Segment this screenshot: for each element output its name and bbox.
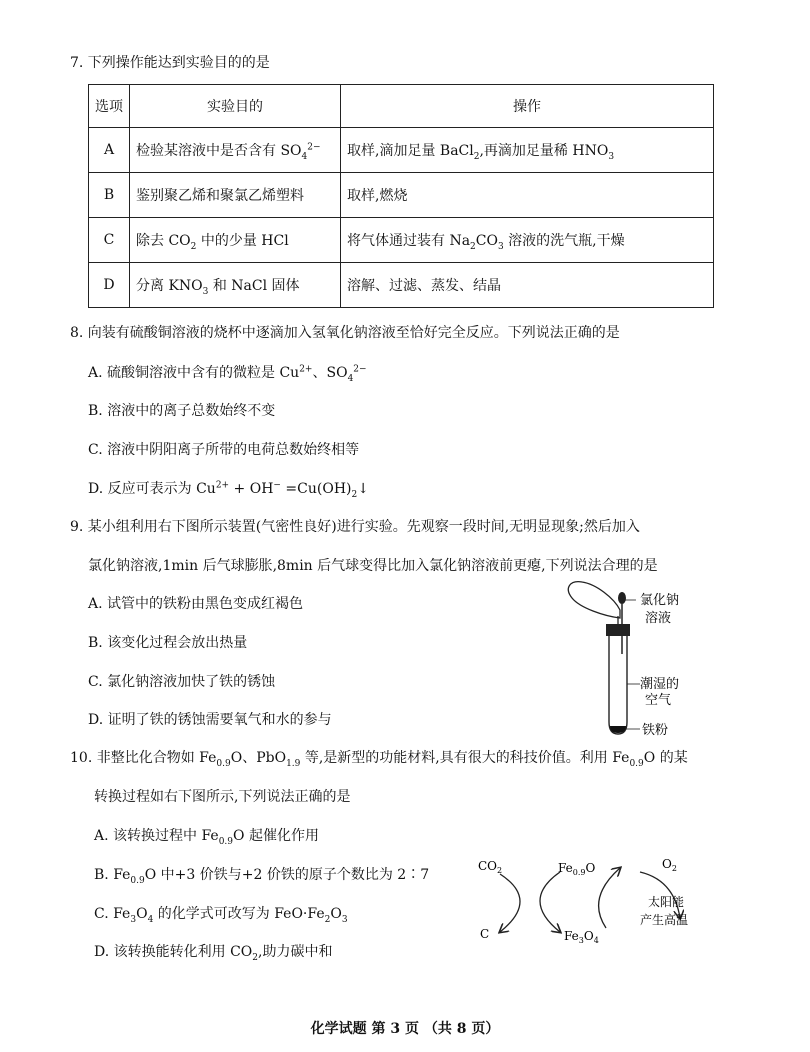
header-operation: 操作 — [341, 85, 714, 128]
label-iron-powder: 铁粉 — [642, 723, 669, 738]
q8-option-d: D. 反应可表示为 $Cu^{2+} + OH^-$ $=Cu(OH)_2↓$ — [88, 480, 369, 500]
label-high-temp: 产生高温 — [640, 913, 689, 927]
table-row — [89, 128, 714, 173]
q8-stem: 8. 向装有硫酸铜溶液的烧杯中逐滴加入氢氧化钠溶液至恰好完全反应。下列说法正确的是 — [70, 325, 620, 341]
q10-stem-line2: 转换过程如右下图所示,下列说法正确的是 — [94, 789, 351, 805]
q9-stem-line2: 氯化钠溶液,1min 后气球膨胀,8min 后气球变得比加入氯化钠溶液前更瘪,下列说法合理的是 — [88, 558, 658, 574]
label-co2: $CO_2$ — [478, 859, 503, 875]
rubber-stopper — [606, 624, 630, 636]
q10-option-d: D. 该转换能转化利用 $CO_2$,助力碳中和 — [94, 944, 333, 963]
row-operation: 将气体通过装有 $Na_2CO_3$ 溶液的洗气瓶,干燥 — [341, 218, 714, 263]
q9-option-a: A. 试管中的铁粉由黑色变成红褐色 — [88, 596, 304, 612]
row-option: B — [89, 173, 130, 218]
q9-stem-line1: 9. 某小组利用右下图所示装置(气密性良好)进行实验。先观察一段时间,无明显现象;然后加入 — [70, 519, 640, 535]
balloon — [568, 582, 620, 618]
arrow-feo-to-fe3o4 — [540, 872, 560, 932]
row-option: A — [89, 128, 130, 173]
label-fe3o4: $Fe_3O_4$ — [564, 929, 599, 945]
header-option: 选项 — [89, 85, 130, 128]
row-option: D — [89, 263, 130, 308]
q8-option-c: C. 溶液中阴阳离子所带的电荷总数始终相等 — [88, 442, 360, 458]
table-row — [89, 263, 714, 308]
row-goal: 分离 $KNO_3$ 和 NaCl 固体 — [130, 263, 341, 308]
table-row — [89, 218, 714, 263]
table-header-row — [89, 85, 714, 128]
q7-table — [88, 84, 714, 308]
q9-option-b: B. 该变化过程会放出热量 — [88, 635, 248, 651]
q7-stem: 7. 下列操作能达到实验目的的是 — [70, 55, 270, 71]
label-feo: $Fe_{0.9}O$ — [558, 861, 596, 877]
label-air: 空气 — [645, 693, 672, 708]
label-solution: 溶液 — [645, 611, 672, 626]
row-operation: 取样,燃烧 — [341, 173, 714, 218]
q10-option-b: B. $Fe_{0.9}O$ 中+3 价铁与+2 价铁的原子个数比为 2∶7 — [94, 867, 430, 886]
q8-option-b: B. 溶液中的离子总数始终不变 — [88, 403, 276, 419]
row-goal: 除去 $CO_2$ 中的少量 HCl — [130, 218, 341, 263]
row-goal: 检验某溶液中是否含有 $SO_4^{2-}$ — [130, 128, 341, 173]
dropper-bulb — [618, 592, 626, 604]
q8-option-a: A. 硫酸铜溶液中含有的微粒是 $Cu^{2+}$、$SO_4^{2-}$ — [88, 364, 367, 384]
arrow-co2-to-c — [500, 874, 520, 932]
test-tube — [609, 636, 627, 734]
row-goal: 鉴别聚乙烯和聚氯乙烯塑料 — [130, 173, 341, 218]
row-operation: 溶解、过滤、蒸发、结晶 — [341, 263, 714, 308]
q9-option-d: D. 证明了铁的锈蚀需要氧气和水的参与 — [88, 712, 332, 728]
q10-stem-line1: 10. 非整比化合物如 $Fe_{0.9}O$、PbO$_{1.9}$ 等,是新型的功能材料,具有很大的科技价值。利用 $Fe_{0.9}O$ 的某 — [70, 750, 688, 769]
label-o2: $O_2$ — [662, 857, 677, 873]
q9-option-c: C. 氯化钠溶液加快了铁的锈蚀 — [88, 674, 276, 690]
header-goal: 实验目的 — [130, 85, 341, 128]
q10-conversion-diagram — [470, 848, 710, 948]
q10-option-a: A. 该转换过程中 $Fe_{0.9}O$ 起催化作用 — [94, 828, 319, 847]
arrow-fe3o4-regenerate — [599, 868, 620, 928]
row-option: C — [89, 218, 130, 263]
page-footer: 化学试题 第 3 页 （共 8 页） — [310, 1021, 500, 1037]
label-moist: 潮湿的 — [640, 677, 680, 692]
label-c: C — [480, 927, 490, 941]
label-sodium-chloride: 氯化钠 — [640, 593, 680, 608]
row-operation: 取样,滴加足量 BaCl$_2$,再滴加足量稀 $HNO_3$ — [341, 128, 714, 173]
q10-option-c: C. $Fe_3O_4$ 的化学式可改写为 $FeO\cdot Fe_2O_3$ — [94, 906, 348, 925]
q9-apparatus-diagram — [560, 576, 710, 744]
table-row — [89, 173, 714, 218]
label-solar-energy: 太阳能 — [648, 895, 685, 909]
